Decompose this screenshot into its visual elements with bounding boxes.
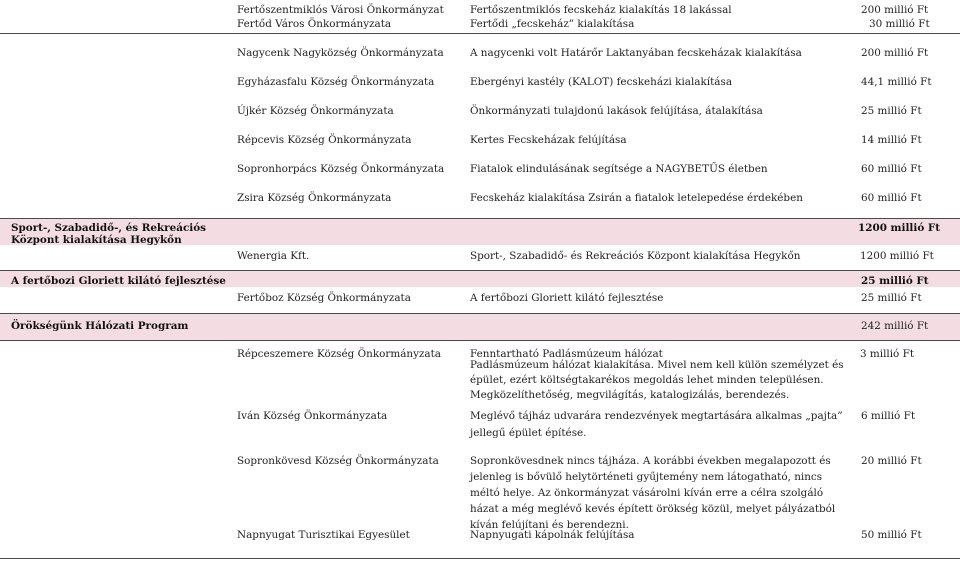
amount: 60 millió Ft: [861, 192, 922, 204]
org-name: Egyházasfalu Község Önkormányzata: [237, 76, 435, 88]
amount: 3 millió Ft: [860, 348, 915, 360]
project-detail: Padlásmúzeum hálózat kialakítása. Mivel nem kell külön személyzet és épület, ezért költségtakarékos megoldás lehet minden településen. Megközelíthetőség, megvilágítás, katalogizálás, berendezés.: [470, 359, 844, 401]
group-title: Örökségünk Hálózati Program: [11, 320, 189, 332]
amount: 6 millió Ft: [861, 410, 916, 422]
project-name: A fertőbozi Gloriett kilátó fejlesztése: [470, 292, 664, 304]
amount: 25 millió Ft: [861, 292, 922, 304]
org-name: Iván Község Önkormányzata: [237, 410, 388, 422]
amount: 25 millió Ft: [861, 105, 922, 117]
project-name: Napnyugati kápolnák felújítása: [470, 529, 635, 541]
org-name: Fertőboz Község Önkormányzata: [237, 292, 411, 304]
project-name: Ebergényi kastély (KALOT) fecskeházi kialakítása: [470, 76, 733, 88]
project-name: Önkormányzati tulajdonú lakások felújítása, átalakítása: [470, 105, 763, 117]
project-name: Fertődi „fecskeház” kialakítása: [470, 18, 635, 30]
org-name: Fertőd Város Önkormányzata: [237, 18, 392, 30]
group-total: 242 millió Ft: [861, 320, 929, 332]
project-name: Sport-, Szabadidő- és Rekreációs Központ kialakítása Hegykőn: [470, 250, 801, 262]
amount: 1200 millió Ft: [860, 250, 934, 262]
org-name: Sopronhorpács Község Önkormányzata: [237, 163, 445, 175]
group-total: 25 millió Ft: [861, 275, 929, 287]
org-name: Répcevis Község Önkormányzata: [237, 134, 412, 146]
org-name: Sopronkövesd Község Önkormányzata: [237, 455, 439, 467]
amount: 30 millió Ft: [869, 18, 930, 30]
org-name: Zsira Község Önkormányzata: [237, 192, 392, 204]
row-divider: [0, 33, 960, 34]
project-name: Fiatalok elindulásának segítsége a NAGYBETŰS életben: [470, 163, 768, 175]
project-name: Sopronkövesdnek nincs tájháza. A korábbi években megalapozott és jelenleg is bővülő helytörténeti gyűjtemény nem látogatható, nincs méltó helye. Az önkormányzat vásárolni kíván erre a célra szolgáló házat a még meglévő kevés épített örökség közül, melyet pályázatból kíván felújítani és berendezni.: [470, 455, 836, 531]
amount: 200 millió Ft: [861, 4, 929, 16]
org-name: Répceszemere Község Önkormányzata: [237, 348, 441, 360]
table-bottom-border: [0, 558, 960, 559]
project-name: Kertes Fecskeházak felújítása: [470, 134, 627, 146]
group-title: Sport-, Szabadidő-, és Rekreációs Központ kialakítása Hegykőn: [11, 222, 207, 246]
org-name: Nagycenk Nagyközség Önkormányzata: [237, 47, 444, 59]
org-name: Wenergia Kft.: [237, 250, 310, 262]
group-title: A fertőbozi Gloriett kilátó fejlesztése: [11, 275, 226, 287]
amount: 200 millió Ft: [861, 47, 929, 59]
group-total: 1200 millió Ft: [858, 222, 941, 234]
org-name: Újkér Község Önkormányzata: [237, 105, 394, 117]
project-name: A nagycenki volt Határőr Laktanyában fecskeházak kialakítása: [470, 47, 802, 59]
amount: 50 millió Ft: [861, 529, 922, 541]
group-divider: [0, 340, 960, 341]
project-name: Fenntartható Padlásmúzeum hálózat: [470, 348, 663, 360]
amount: 14 millió Ft: [861, 134, 922, 146]
project-name: Meglévő tájház udvarára rendezvények megtartására alkalmas „pajta” jellegű épület építése.: [470, 410, 843, 439]
amount: 60 millió Ft: [861, 163, 922, 175]
project-name: Fecskeház kialakítása Zsirán a fiatalok letelepedése érdekében: [470, 192, 803, 204]
project-name: Fertőszentmiklós fecskeház kialakítás 18 lakással: [470, 4, 732, 16]
org-name: Napnyugat Turisztikai Egyesület: [237, 529, 410, 541]
amount: 20 millió Ft: [861, 455, 922, 467]
amount: 44,1 millió Ft: [861, 76, 932, 88]
org-name: Fertőszentmiklós Városi Önkormányzat: [237, 4, 444, 16]
